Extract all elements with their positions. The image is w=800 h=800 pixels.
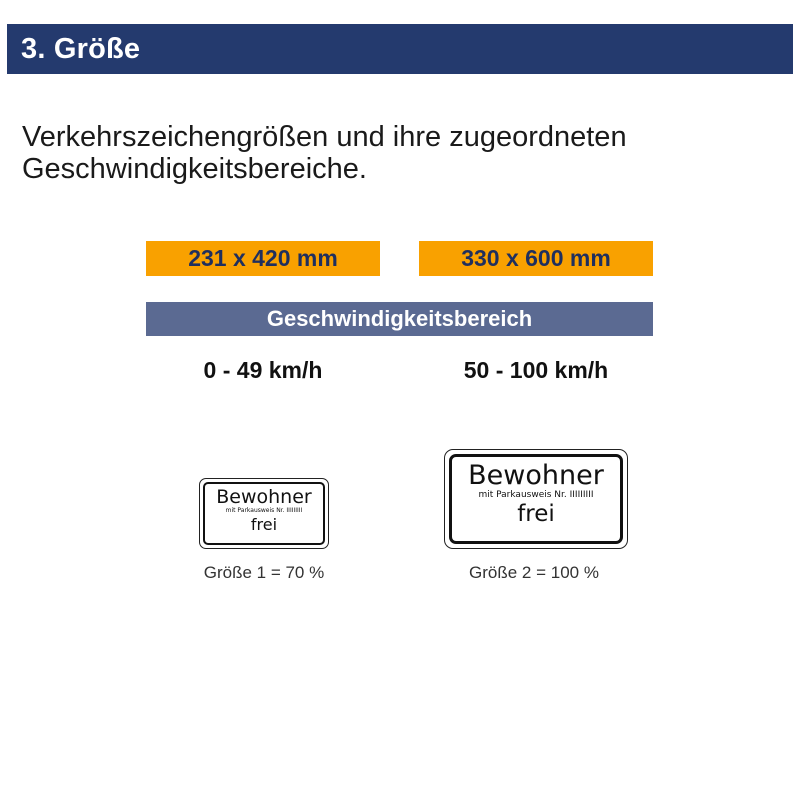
size-label-2: 330 x 600 mm bbox=[419, 241, 653, 276]
speed-range-1: 0 - 49 km/h bbox=[203, 357, 323, 383]
size-caption-2: Größe 2 = 100 % bbox=[469, 563, 599, 582]
section-title: 3. Größe bbox=[21, 32, 141, 65]
speed-range-2: 50 - 100 km/h bbox=[463, 357, 609, 383]
sign-text-frei: frei bbox=[517, 501, 555, 527]
traffic-sign-small bbox=[199, 478, 329, 549]
size-label-1: 231 x 420 mm bbox=[146, 241, 380, 276]
sign-text-parkausweis: mit Parkausweis Nr. IIIIIIIII bbox=[225, 507, 303, 514]
intro-line-2: Geschwindigkeitsbereiche. bbox=[22, 153, 367, 185]
sign-text-parkausweis: mit Parkausweis Nr. IIIIIIIII bbox=[478, 490, 594, 500]
sign-border bbox=[449, 454, 623, 544]
traffic-sign-large bbox=[444, 449, 628, 549]
sign-text-bewohner: Bewohner bbox=[216, 486, 312, 508]
intro-text bbox=[22, 121, 782, 185]
intro-line-1: Verkehrszeichengrößen und ihre zugeordneten bbox=[22, 121, 627, 153]
sign-text-frei: frei bbox=[250, 515, 278, 534]
section-header bbox=[7, 24, 793, 74]
sign-border bbox=[203, 482, 325, 545]
sign-text-bewohner: Bewohner bbox=[468, 460, 604, 491]
speed-range-header: Geschwindigkeitsbereich bbox=[146, 302, 653, 336]
size-caption-1: Größe 1 = 70 % bbox=[203, 563, 325, 582]
